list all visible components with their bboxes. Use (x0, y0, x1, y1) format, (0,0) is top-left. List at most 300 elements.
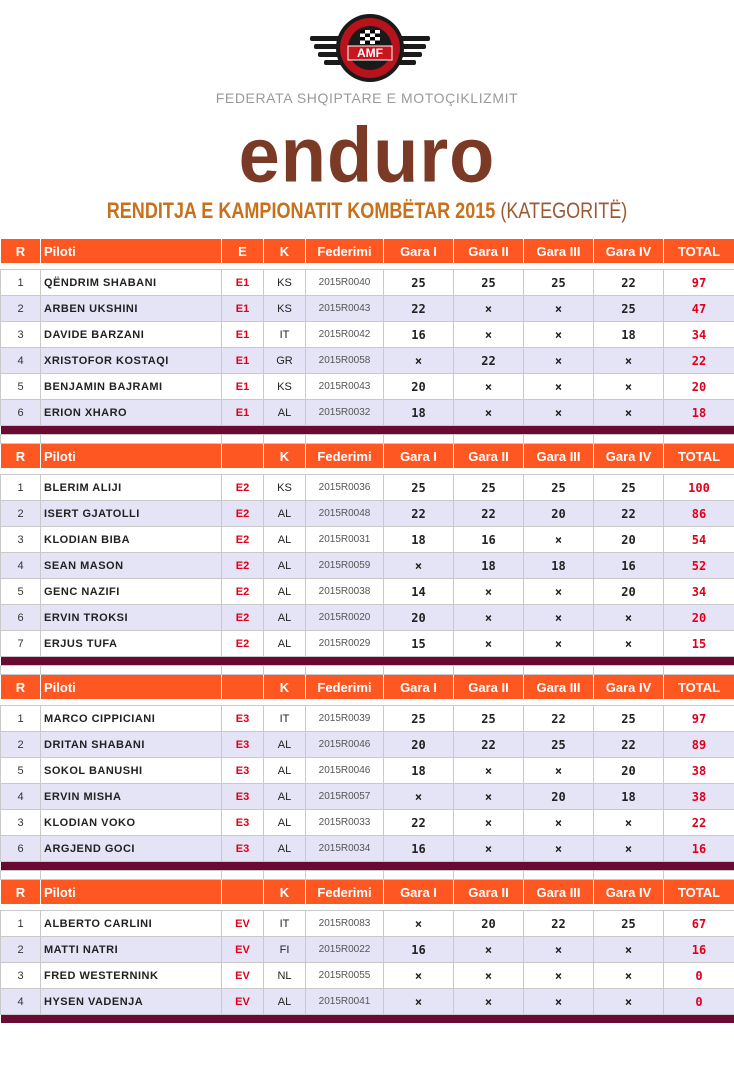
rank-cell: 4 (1, 989, 41, 1015)
table-row (1, 348, 734, 374)
race-4-points-cell: 20 (594, 579, 664, 605)
rider-name-cell: BLERIM ALIJI (41, 475, 222, 501)
federation-id-cell: 2015R0036 (306, 475, 384, 501)
race-4-points-cell: 20 (594, 527, 664, 553)
race-2-points-cell: × (454, 322, 524, 348)
country-cell: AL (264, 810, 306, 836)
race-2-points-cell: × (454, 605, 524, 631)
rank-cell: 5 (1, 579, 41, 605)
column-header-g4: Gara IV (594, 880, 664, 905)
column-header-g3: Gara III (524, 675, 594, 700)
race-2-points-cell: × (454, 579, 524, 605)
country-cell: AL (264, 527, 306, 553)
column-header-k: K (264, 880, 306, 905)
total-points-cell: 67 (664, 911, 734, 937)
total-points-cell: 89 (664, 732, 734, 758)
rank-cell: 1 (1, 270, 41, 296)
total-points-cell: 47 (664, 296, 734, 322)
race-4-points-cell: 25 (594, 911, 664, 937)
race-3-points-cell: × (524, 527, 594, 553)
column-header-g3: Gara III (524, 444, 594, 469)
category-cell: E3 (222, 810, 264, 836)
rider-name-cell: DRITAN SHABANI (41, 732, 222, 758)
race-1-points-cell: × (384, 784, 454, 810)
rider-name-cell: FRED WESTERNINK (41, 963, 222, 989)
federation-id-cell: 2015R0058 (306, 348, 384, 374)
federation-id-cell: 2015R0039 (306, 706, 384, 732)
race-4-points-cell: 22 (594, 732, 664, 758)
total-points-cell: 100 (664, 475, 734, 501)
table-row (1, 911, 734, 937)
subtitle-suffix: (KATEGORITË) (500, 198, 628, 223)
category-cell: E3 (222, 836, 264, 862)
race-4-points-cell: × (594, 989, 664, 1015)
table-row (1, 475, 734, 501)
total-points-cell: 22 (664, 810, 734, 836)
race-2-points-cell: 22 (454, 501, 524, 527)
race-3-points-cell: 22 (524, 911, 594, 937)
federation-name: FEDERATA SHQIPTARE E MOTOÇIKLIZMIT (215, 90, 519, 106)
race-1-points-cell: 22 (384, 810, 454, 836)
rider-name-cell: QËNDRIM SHABANI (41, 270, 222, 296)
column-header-g3: Gara III (524, 239, 594, 264)
total-points-cell: 38 (664, 784, 734, 810)
race-3-points-cell: × (524, 758, 594, 784)
race-2-points-cell: 20 (454, 911, 524, 937)
column-header-piloti: Piloti (41, 675, 222, 700)
race-4-points-cell: 18 (594, 322, 664, 348)
total-points-cell: 15 (664, 631, 734, 657)
column-header-federimi: Federimi (306, 880, 384, 905)
table-row (1, 836, 734, 862)
column-header-r: R (1, 675, 41, 700)
column-header-r: R (1, 239, 41, 264)
race-3-points-cell: × (524, 322, 594, 348)
federation-id-cell: 2015R0055 (306, 963, 384, 989)
rider-name-cell: ISERT GJATOLLI (41, 501, 222, 527)
race-3-points-cell: × (524, 579, 594, 605)
table-row (1, 501, 734, 527)
race-1-points-cell: 25 (384, 706, 454, 732)
race-1-points-cell: 20 (384, 605, 454, 631)
race-1-points-cell: 16 (384, 937, 454, 963)
race-3-points-cell: × (524, 374, 594, 400)
column-header-g4: Gara IV (594, 239, 664, 264)
table-row (1, 579, 734, 605)
race-4-points-cell: 25 (594, 475, 664, 501)
category-cell: E1 (222, 348, 264, 374)
race-3-points-cell: 22 (524, 706, 594, 732)
table-row (1, 553, 734, 579)
rank-cell: 2 (1, 732, 41, 758)
column-header-total: TOTAL (664, 880, 734, 905)
rider-name-cell: XRISTOFOR KOSTAQI (41, 348, 222, 374)
column-header-r: R (1, 880, 41, 905)
race-4-points-cell: × (594, 963, 664, 989)
race-3-points-cell: × (524, 989, 594, 1015)
race-2-points-cell: 18 (454, 553, 524, 579)
rider-name-cell: BENJAMIN BAJRAMI (41, 374, 222, 400)
race-2-points-cell: × (454, 758, 524, 784)
category-cell: E1 (222, 374, 264, 400)
column-header-piloti: Piloti (41, 880, 222, 905)
race-3-points-cell: × (524, 296, 594, 322)
federation-id-cell: 2015R0043 (306, 296, 384, 322)
race-3-points-cell: × (524, 348, 594, 374)
federation-id-cell: 2015R0046 (306, 758, 384, 784)
table-row (1, 810, 734, 836)
race-1-points-cell: 22 (384, 296, 454, 322)
race-4-points-cell: × (594, 348, 664, 374)
federation-id-cell: 2015R0033 (306, 810, 384, 836)
race-4-points-cell: 18 (594, 784, 664, 810)
rider-name-cell: DAVIDE BARZANI (41, 322, 222, 348)
standings-tables (0, 238, 734, 1023)
race-2-points-cell: × (454, 296, 524, 322)
column-header-g1: Gara I (384, 239, 454, 264)
race-2-points-cell: × (454, 631, 524, 657)
rider-name-cell: GENC NAZIFI (41, 579, 222, 605)
rank-cell: 6 (1, 836, 41, 862)
race-4-points-cell: 22 (594, 270, 664, 296)
federation-id-cell: 2015R0040 (306, 270, 384, 296)
race-2-points-cell: × (454, 989, 524, 1015)
federation-id-cell: 2015R0034 (306, 836, 384, 862)
total-points-cell: 34 (664, 579, 734, 605)
discipline-title: enduro (238, 110, 496, 199)
total-points-cell: 20 (664, 605, 734, 631)
table-row (1, 270, 734, 296)
group-divider-bar (1, 657, 734, 666)
category-cell: E1 (222, 322, 264, 348)
federation-id-cell: 2015R0083 (306, 911, 384, 937)
race-2-points-cell: 25 (454, 706, 524, 732)
race-3-points-cell: × (524, 605, 594, 631)
race-2-points-cell: 22 (454, 732, 524, 758)
race-3-points-cell: × (524, 937, 594, 963)
country-cell: IT (264, 911, 306, 937)
rider-name-cell: ARGJEND GOCI (41, 836, 222, 862)
category-cell: E2 (222, 631, 264, 657)
total-points-cell: 22 (664, 348, 734, 374)
column-header-g2: Gara II (454, 239, 524, 264)
total-points-cell: 0 (664, 963, 734, 989)
race-3-points-cell: 25 (524, 270, 594, 296)
category-cell: E2 (222, 527, 264, 553)
column-header-total: TOTAL (664, 239, 734, 264)
country-cell: AL (264, 400, 306, 426)
race-3-points-cell: 25 (524, 475, 594, 501)
column-header-g2: Gara II (454, 675, 524, 700)
country-cell: GR (264, 348, 306, 374)
table-header-row (1, 675, 734, 700)
country-cell: KS (264, 475, 306, 501)
rank-cell: 2 (1, 501, 41, 527)
rank-cell: 4 (1, 348, 41, 374)
rider-name-cell: ERVIN TROKSI (41, 605, 222, 631)
total-points-cell: 54 (664, 527, 734, 553)
column-header-r: R (1, 444, 41, 469)
race-2-points-cell: × (454, 400, 524, 426)
rank-cell: 6 (1, 605, 41, 631)
rank-cell: 3 (1, 963, 41, 989)
race-1-points-cell: 18 (384, 400, 454, 426)
category-cell: E3 (222, 784, 264, 810)
column-header-piloti: Piloti (41, 239, 222, 264)
category-cell: E1 (222, 270, 264, 296)
column-header-total: TOTAL (664, 444, 734, 469)
race-1-points-cell: 14 (384, 579, 454, 605)
logo-text: AMF (357, 46, 383, 60)
column-header-total: TOTAL (664, 675, 734, 700)
rider-name-cell: ERION XHARO (41, 400, 222, 426)
total-points-cell: 86 (664, 501, 734, 527)
race-4-points-cell: 16 (594, 553, 664, 579)
race-1-points-cell: 25 (384, 475, 454, 501)
total-points-cell: 16 (664, 836, 734, 862)
race-4-points-cell: 22 (594, 501, 664, 527)
group-spacer (1, 435, 734, 444)
race-2-points-cell: × (454, 810, 524, 836)
race-4-points-cell: 25 (594, 296, 664, 322)
country-cell: IT (264, 706, 306, 732)
rank-cell: 1 (1, 911, 41, 937)
column-header-g2: Gara II (454, 880, 524, 905)
country-cell: NL (264, 963, 306, 989)
race-4-points-cell: 25 (594, 706, 664, 732)
race-3-points-cell: × (524, 810, 594, 836)
race-2-points-cell: × (454, 963, 524, 989)
race-1-points-cell: × (384, 963, 454, 989)
race-4-points-cell: × (594, 605, 664, 631)
table-row (1, 937, 734, 963)
rider-name-cell: KLODIAN BIBA (41, 527, 222, 553)
rank-cell: 1 (1, 706, 41, 732)
category-cell: E3 (222, 758, 264, 784)
race-4-points-cell: × (594, 400, 664, 426)
rider-name-cell: ERVIN MISHA (41, 784, 222, 810)
group-divider-bar (1, 426, 734, 435)
rank-cell: 1 (1, 475, 41, 501)
country-cell: IT (264, 322, 306, 348)
column-header-g1: Gara I (384, 880, 454, 905)
federation-id-cell: 2015R0059 (306, 553, 384, 579)
column-header-g1: Gara I (384, 444, 454, 469)
rider-name-cell: SOKOL BANUSHI (41, 758, 222, 784)
race-3-points-cell: × (524, 836, 594, 862)
race-1-points-cell: × (384, 348, 454, 374)
race-2-points-cell: 25 (454, 270, 524, 296)
column-header-g2: Gara II (454, 444, 524, 469)
table-header-row (1, 239, 734, 264)
country-cell: AL (264, 732, 306, 758)
race-3-points-cell: × (524, 400, 594, 426)
rider-name-cell: KLODIAN VOKO (41, 810, 222, 836)
table-row (1, 605, 734, 631)
table-header-row (1, 880, 734, 905)
federation-id-cell: 2015R0038 (306, 579, 384, 605)
country-cell: KS (264, 270, 306, 296)
federation-id-cell: 2015R0031 (306, 527, 384, 553)
race-3-points-cell: 25 (524, 732, 594, 758)
standings-table (0, 238, 734, 1023)
race-1-points-cell: × (384, 911, 454, 937)
race-2-points-cell: × (454, 836, 524, 862)
column-header-g4: Gara IV (594, 444, 664, 469)
rider-name-cell: MATTI NATRI (41, 937, 222, 963)
category-cell: EV (222, 963, 264, 989)
race-2-points-cell: 16 (454, 527, 524, 553)
race-1-points-cell: 16 (384, 836, 454, 862)
column-header-e (222, 880, 264, 905)
country-cell: AL (264, 553, 306, 579)
federation-id-cell: 2015R0057 (306, 784, 384, 810)
race-3-points-cell: 20 (524, 501, 594, 527)
rank-cell: 3 (1, 322, 41, 348)
table-row (1, 784, 734, 810)
federation-id-cell: 2015R0046 (306, 732, 384, 758)
rank-cell: 4 (1, 553, 41, 579)
table-row (1, 758, 734, 784)
total-points-cell: 97 (664, 706, 734, 732)
rank-cell: 5 (1, 758, 41, 784)
race-1-points-cell: 18 (384, 527, 454, 553)
country-cell: AL (264, 989, 306, 1015)
race-4-points-cell: × (594, 836, 664, 862)
page-subtitle (66, 198, 668, 224)
rank-cell: 6 (1, 400, 41, 426)
column-header-k: K (264, 444, 306, 469)
country-cell: KS (264, 296, 306, 322)
rank-cell: 5 (1, 374, 41, 400)
category-cell: E2 (222, 579, 264, 605)
column-header-k: K (264, 675, 306, 700)
column-header-federimi: Federimi (306, 675, 384, 700)
country-cell: AL (264, 501, 306, 527)
country-cell: AL (264, 605, 306, 631)
column-header-k: K (264, 239, 306, 264)
race-1-points-cell: 16 (384, 322, 454, 348)
rider-name-cell: SEAN MASON (41, 553, 222, 579)
table-header-row (1, 444, 734, 469)
category-cell: EV (222, 989, 264, 1015)
race-1-points-cell: 15 (384, 631, 454, 657)
race-3-points-cell: 20 (524, 784, 594, 810)
federation-id-cell: 2015R0029 (306, 631, 384, 657)
federation-id-cell: 2015R0022 (306, 937, 384, 963)
category-cell: E1 (222, 400, 264, 426)
column-header-g1: Gara I (384, 675, 454, 700)
table-row (1, 732, 734, 758)
country-cell: FI (264, 937, 306, 963)
rank-cell: 2 (1, 937, 41, 963)
rider-name-cell: ALBERTO CARLINI (41, 911, 222, 937)
table-row (1, 963, 734, 989)
column-header-e: E (222, 239, 264, 264)
race-4-points-cell: × (594, 374, 664, 400)
column-header-federimi: Federimi (306, 444, 384, 469)
category-cell: EV (222, 937, 264, 963)
race-1-points-cell: 20 (384, 732, 454, 758)
race-4-points-cell: × (594, 631, 664, 657)
category-cell: E2 (222, 475, 264, 501)
rider-name-cell: ERJUS TUFA (41, 631, 222, 657)
country-cell: AL (264, 784, 306, 810)
total-points-cell: 18 (664, 400, 734, 426)
total-points-cell: 16 (664, 937, 734, 963)
race-2-points-cell: 25 (454, 475, 524, 501)
category-cell: E3 (222, 706, 264, 732)
rank-cell: 2 (1, 296, 41, 322)
federation-id-cell: 2015R0048 (306, 501, 384, 527)
table-row (1, 322, 734, 348)
total-points-cell: 97 (664, 270, 734, 296)
table-row (1, 631, 734, 657)
column-header-e (222, 444, 264, 469)
race-2-points-cell: × (454, 374, 524, 400)
group-spacer (1, 871, 734, 880)
race-3-points-cell: × (524, 631, 594, 657)
race-1-points-cell: 20 (384, 374, 454, 400)
race-2-points-cell: × (454, 937, 524, 963)
column-header-g3: Gara III (524, 880, 594, 905)
total-points-cell: 52 (664, 553, 734, 579)
rank-cell: 7 (1, 631, 41, 657)
race-2-points-cell: × (454, 784, 524, 810)
rank-cell: 4 (1, 784, 41, 810)
federation-id-cell: 2015R0043 (306, 374, 384, 400)
table-row (1, 296, 734, 322)
rider-name-cell: MARCO CIPPICIANI (41, 706, 222, 732)
table-row (1, 400, 734, 426)
rank-cell: 3 (1, 810, 41, 836)
category-cell: E2 (222, 501, 264, 527)
group-divider-bar (1, 862, 734, 871)
total-points-cell: 34 (664, 322, 734, 348)
race-1-points-cell: 25 (384, 270, 454, 296)
category-cell: EV (222, 911, 264, 937)
country-cell: AL (264, 758, 306, 784)
category-cell: E1 (222, 296, 264, 322)
country-cell: AL (264, 631, 306, 657)
subtitle-main: RENDITJA E KAMPIONATIT KOMBËTAR 2015 (106, 198, 496, 223)
rank-cell: 3 (1, 527, 41, 553)
category-cell: E2 (222, 553, 264, 579)
race-1-points-cell: 22 (384, 501, 454, 527)
amf-logo (300, 8, 440, 90)
country-cell: KS (264, 374, 306, 400)
race-4-points-cell: 20 (594, 758, 664, 784)
race-3-points-cell: × (524, 963, 594, 989)
race-1-points-cell: × (384, 553, 454, 579)
total-points-cell: 0 (664, 989, 734, 1015)
column-header-e (222, 675, 264, 700)
table-row (1, 527, 734, 553)
race-3-points-cell: 18 (524, 553, 594, 579)
race-4-points-cell: × (594, 810, 664, 836)
group-spacer (1, 666, 734, 675)
category-cell: E3 (222, 732, 264, 758)
federation-id-cell: 2015R0041 (306, 989, 384, 1015)
page-header (0, 0, 734, 238)
federation-id-cell: 2015R0020 (306, 605, 384, 631)
rider-name-cell: HYSEN VADENJA (41, 989, 222, 1015)
federation-id-cell: 2015R0042 (306, 322, 384, 348)
category-cell: E2 (222, 605, 264, 631)
federation-id-cell: 2015R0032 (306, 400, 384, 426)
country-cell: AL (264, 579, 306, 605)
table-row (1, 706, 734, 732)
